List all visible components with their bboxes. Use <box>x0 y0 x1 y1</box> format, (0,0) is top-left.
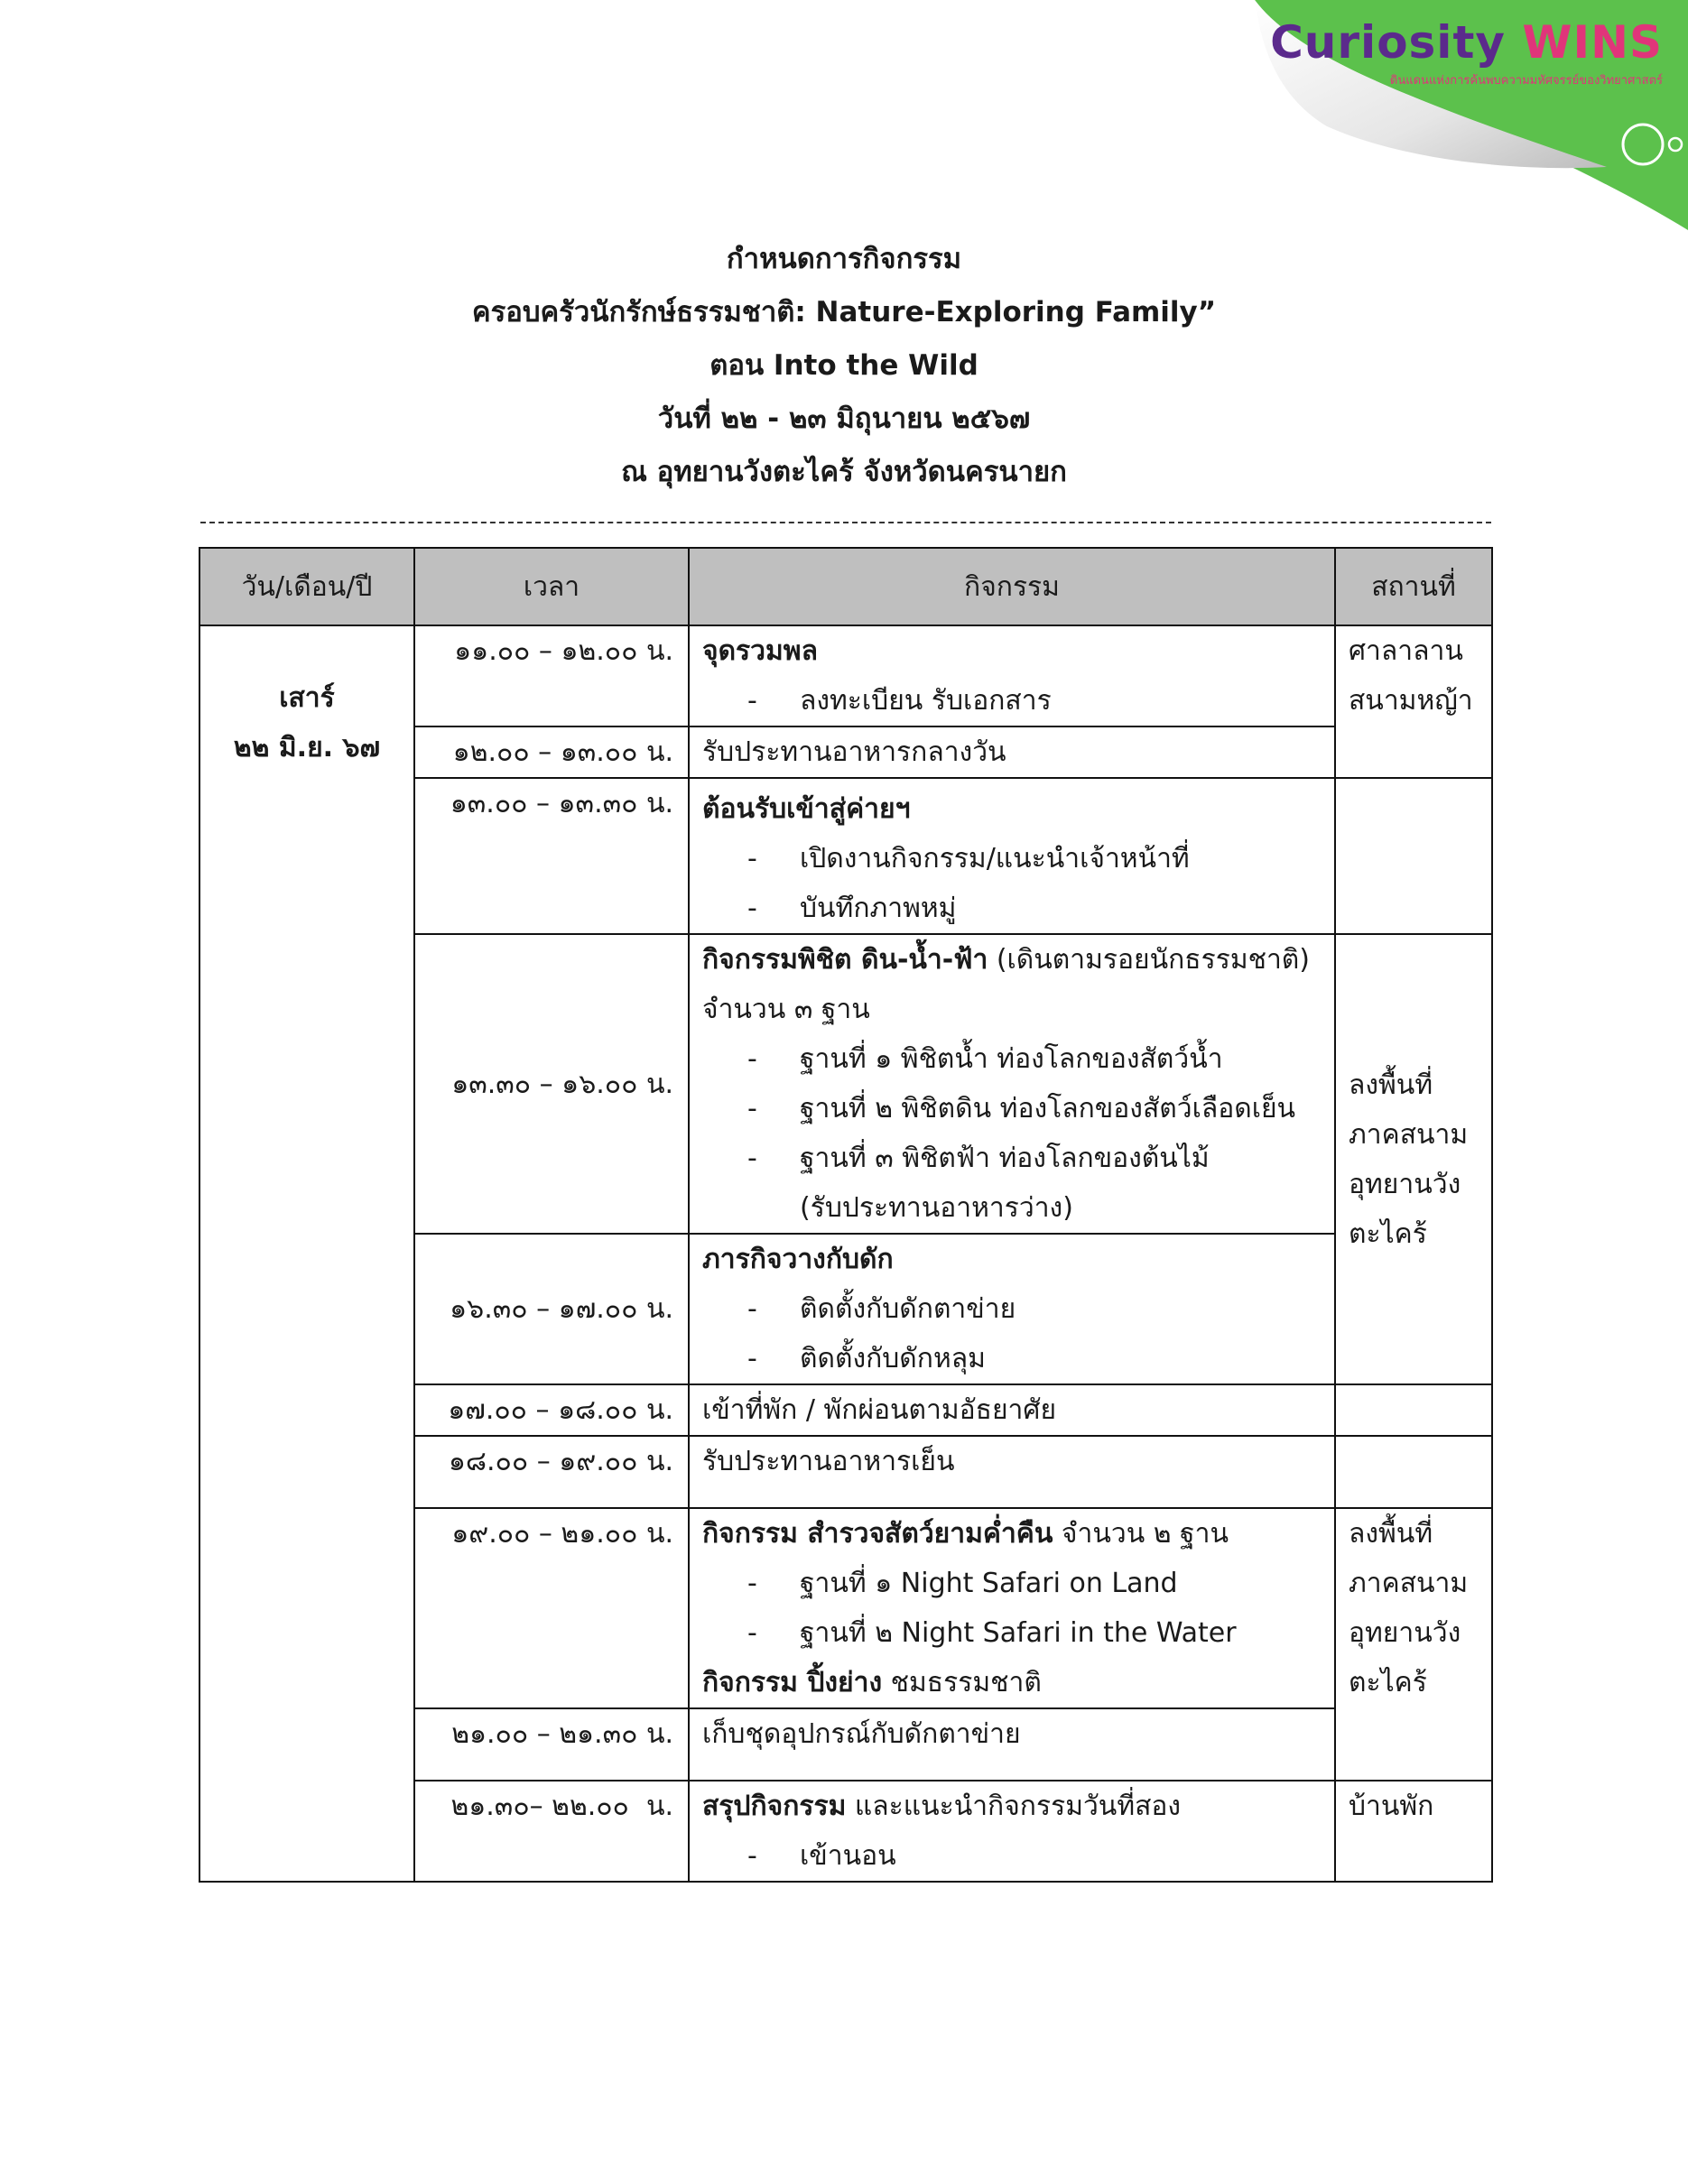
activity-title-rest: และแนะนำกิจกรรมวันที่สอง <box>846 1791 1182 1822</box>
place-cell-empty <box>1335 778 1492 934</box>
time-cell: ๒๑.๐๐ – ๒๑.๓๐ น. <box>414 1708 689 1781</box>
time-cell: ๑๗.๐๐ – ๑๘.๐๐ น. <box>414 1384 689 1436</box>
place-cell <box>1335 934 1492 1384</box>
activity-cell <box>689 1708 1335 1781</box>
logo-brand-part1: Curiosity <box>1270 16 1506 69</box>
activity-subitem: - เปิดงานกิจกรรม/แนะนำเจ้าหน้าที่ <box>747 843 1190 875</box>
dashed-divider <box>200 522 1491 523</box>
activity-extra-rest: ชมธรรมชาติ <box>882 1667 1042 1698</box>
time-cell: ๑๒.๐๐ – ๑๓.๐๐ น. <box>414 726 689 778</box>
time-cell: ๑๓.๐๐ – ๑๓.๓๐ น. <box>414 778 689 934</box>
activity-extra <box>702 1658 1322 1707</box>
place-line: ลงพื้นที่ <box>1349 1518 1433 1550</box>
schedule-table <box>199 547 1493 1883</box>
table-header-row <box>199 548 1492 625</box>
activity-cell <box>689 778 1335 934</box>
place-cell-empty <box>1335 1436 1492 1508</box>
place-cell <box>1335 625 1492 778</box>
activity-cell <box>689 934 1335 1234</box>
activity-subitem: - ฐานที่ ๒ พิชิตดิน ท่องโลกของสัตว์เลือดเย็น <box>747 1093 1296 1124</box>
title-line-2: ครอบครัวนักรักษ์ธรรมชาติ: Nature-Exploring Family” <box>471 296 1217 329</box>
activity-subitem-cont: (รับประทานอาหารว่าง) <box>800 1192 1073 1224</box>
activity-cell <box>689 1384 1335 1436</box>
activity-subitem: - ฐานที่ ๒ Night Safari in the Water <box>747 1617 1237 1649</box>
activity-title-rest: (เดินตามรอยนักธรรมชาติ) <box>988 944 1310 976</box>
activity-title: เข้าที่พัก / พักผ่อนตามอัธยาศัย <box>702 1394 1057 1426</box>
activity-cell <box>689 726 1335 778</box>
brand-logo <box>1270 16 1663 89</box>
place-line: ลงพื้นที่ <box>1349 1069 1433 1101</box>
place-cell-empty <box>1335 1384 1492 1436</box>
table-row <box>199 625 1492 726</box>
activity-title <box>702 935 1322 985</box>
activity-title: จุดรวมพล <box>702 635 818 667</box>
header-date: วัน/เดือน/ปี <box>199 548 414 625</box>
activity-title: รับประทานอาหารกลางวัน <box>702 736 1006 768</box>
header-time: เวลา <box>414 548 689 625</box>
activity-cell <box>689 625 1335 726</box>
activity-subitem: - ฐานที่ ๓ พิชิตฟ้า ท่องโลกของต้นไม้ <box>747 1143 1210 1174</box>
place-line: ภาคสนาม <box>1349 1118 1469 1151</box>
header-activity: กิจกรรม <box>689 548 1335 625</box>
date-day: เสาร์ <box>279 682 335 714</box>
activity-title <box>702 1509 1322 1559</box>
place-line: ตะไคร้ <box>1349 1217 1427 1250</box>
activity-title-rest: จำนวน ๒ ฐาน <box>1053 1518 1229 1550</box>
activity-subitem: - ลงทะเบียน รับเอกสาร <box>747 685 1052 717</box>
place-cell: บ้านพัก <box>1335 1781 1492 1882</box>
time-cell: ๑๖.๓๐ – ๑๗.๐๐ น. <box>414 1234 689 1384</box>
activity-cell <box>689 1436 1335 1508</box>
time-cell: ๑๘.๐๐ – ๑๙.๐๐ น. <box>414 1436 689 1508</box>
activity-title <box>702 1781 1322 1831</box>
activity-line: จำนวน ๓ ฐาน <box>702 994 870 1025</box>
time-cell: ๑๓.๓๐ – ๑๖.๐๐ น. <box>414 934 689 1234</box>
activity-title: ภารกิจวางกับดัก <box>702 1244 894 1275</box>
activity-title: รับประทานอาหารเย็น <box>702 1446 955 1477</box>
title-line-3: ตอน Into the Wild <box>710 349 978 382</box>
place-line: ภาคสนาม <box>1349 1568 1469 1599</box>
place-cell <box>1335 1508 1492 1781</box>
place-line: อุทยานวัง <box>1349 1168 1461 1200</box>
activity-title: ต้อนรับเข้าสู่ค่ายฯ <box>702 793 911 825</box>
title-line-1: กำหนดการกิจกรรม <box>726 243 962 275</box>
logo-brand-part2: WINS <box>1522 16 1663 69</box>
title-line-4: วันที่ ๒๒ - ๒๓ มิถุนายน ๒๕๖๗ <box>657 403 1031 435</box>
logo-tagline: ดินแดนแห่งการค้นพบความมหัศจรรย์ของวิทยาศาสตร์ <box>1389 74 1663 88</box>
activity-subitem: - ฐานที่ ๑ พิชิตน้ำ ท่องโลกของสัตว์น้ำ <box>747 1043 1223 1075</box>
activity-title-bold: สรุปกิจกรรม <box>702 1791 847 1822</box>
place-line: สนามหญ้า <box>1349 685 1473 717</box>
place-line: ตะไคร้ <box>1349 1667 1427 1698</box>
header-place: สถานที่ <box>1335 548 1492 625</box>
activity-cell <box>689 1781 1335 1882</box>
time-cell: ๑๙.๐๐ – ๒๑.๐๐ น. <box>414 1508 689 1708</box>
time-cell: ๑๑.๐๐ – ๑๒.๐๐ น. <box>414 625 689 726</box>
title-line-5: ณ อุทยานวังตะไคร้ จังหวัดนครนายก <box>621 456 1067 488</box>
activity-subitem: - บันทึกภาพหมู่ <box>747 893 957 924</box>
corner-logo <box>1183 0 1688 235</box>
date-value: ๒๒ มิ.ย. ๖๗ <box>233 732 381 763</box>
place-line: อุทยานวัง <box>1349 1617 1461 1649</box>
activity-title-bold: กิจกรรม สำรวจสัตว์ยามค่ำคืน <box>702 1518 1053 1550</box>
activity-subitem: - ฐานที่ ๑ Night Safari on Land <box>747 1568 1178 1599</box>
activity-subitem: - ติดตั้งกับดักตาข่าย <box>747 1293 1016 1325</box>
activity-subitem: - ติดตั้งกับดักหลุม <box>747 1343 986 1374</box>
activity-title: เก็บชุดอุปกรณ์กับดักตาข่าย <box>702 1718 1021 1750</box>
activity-subitem: - เข้านอน <box>747 1840 896 1872</box>
activity-title-bold: กิจกรรมพิชิต ดิน-น้ำ-ฟ้า <box>702 944 988 976</box>
activity-cell <box>689 1234 1335 1384</box>
activity-extra-bold: กิจกรรม ปิ้งย่าง <box>702 1667 883 1698</box>
place-line: ศาลาลาน <box>1349 635 1463 667</box>
activity-cell <box>689 1508 1335 1708</box>
time-cell: ๒๑.๓๐– ๒๒.๐๐ น. <box>414 1781 689 1882</box>
date-cell <box>199 625 414 1882</box>
document-title-block <box>0 233 1688 499</box>
